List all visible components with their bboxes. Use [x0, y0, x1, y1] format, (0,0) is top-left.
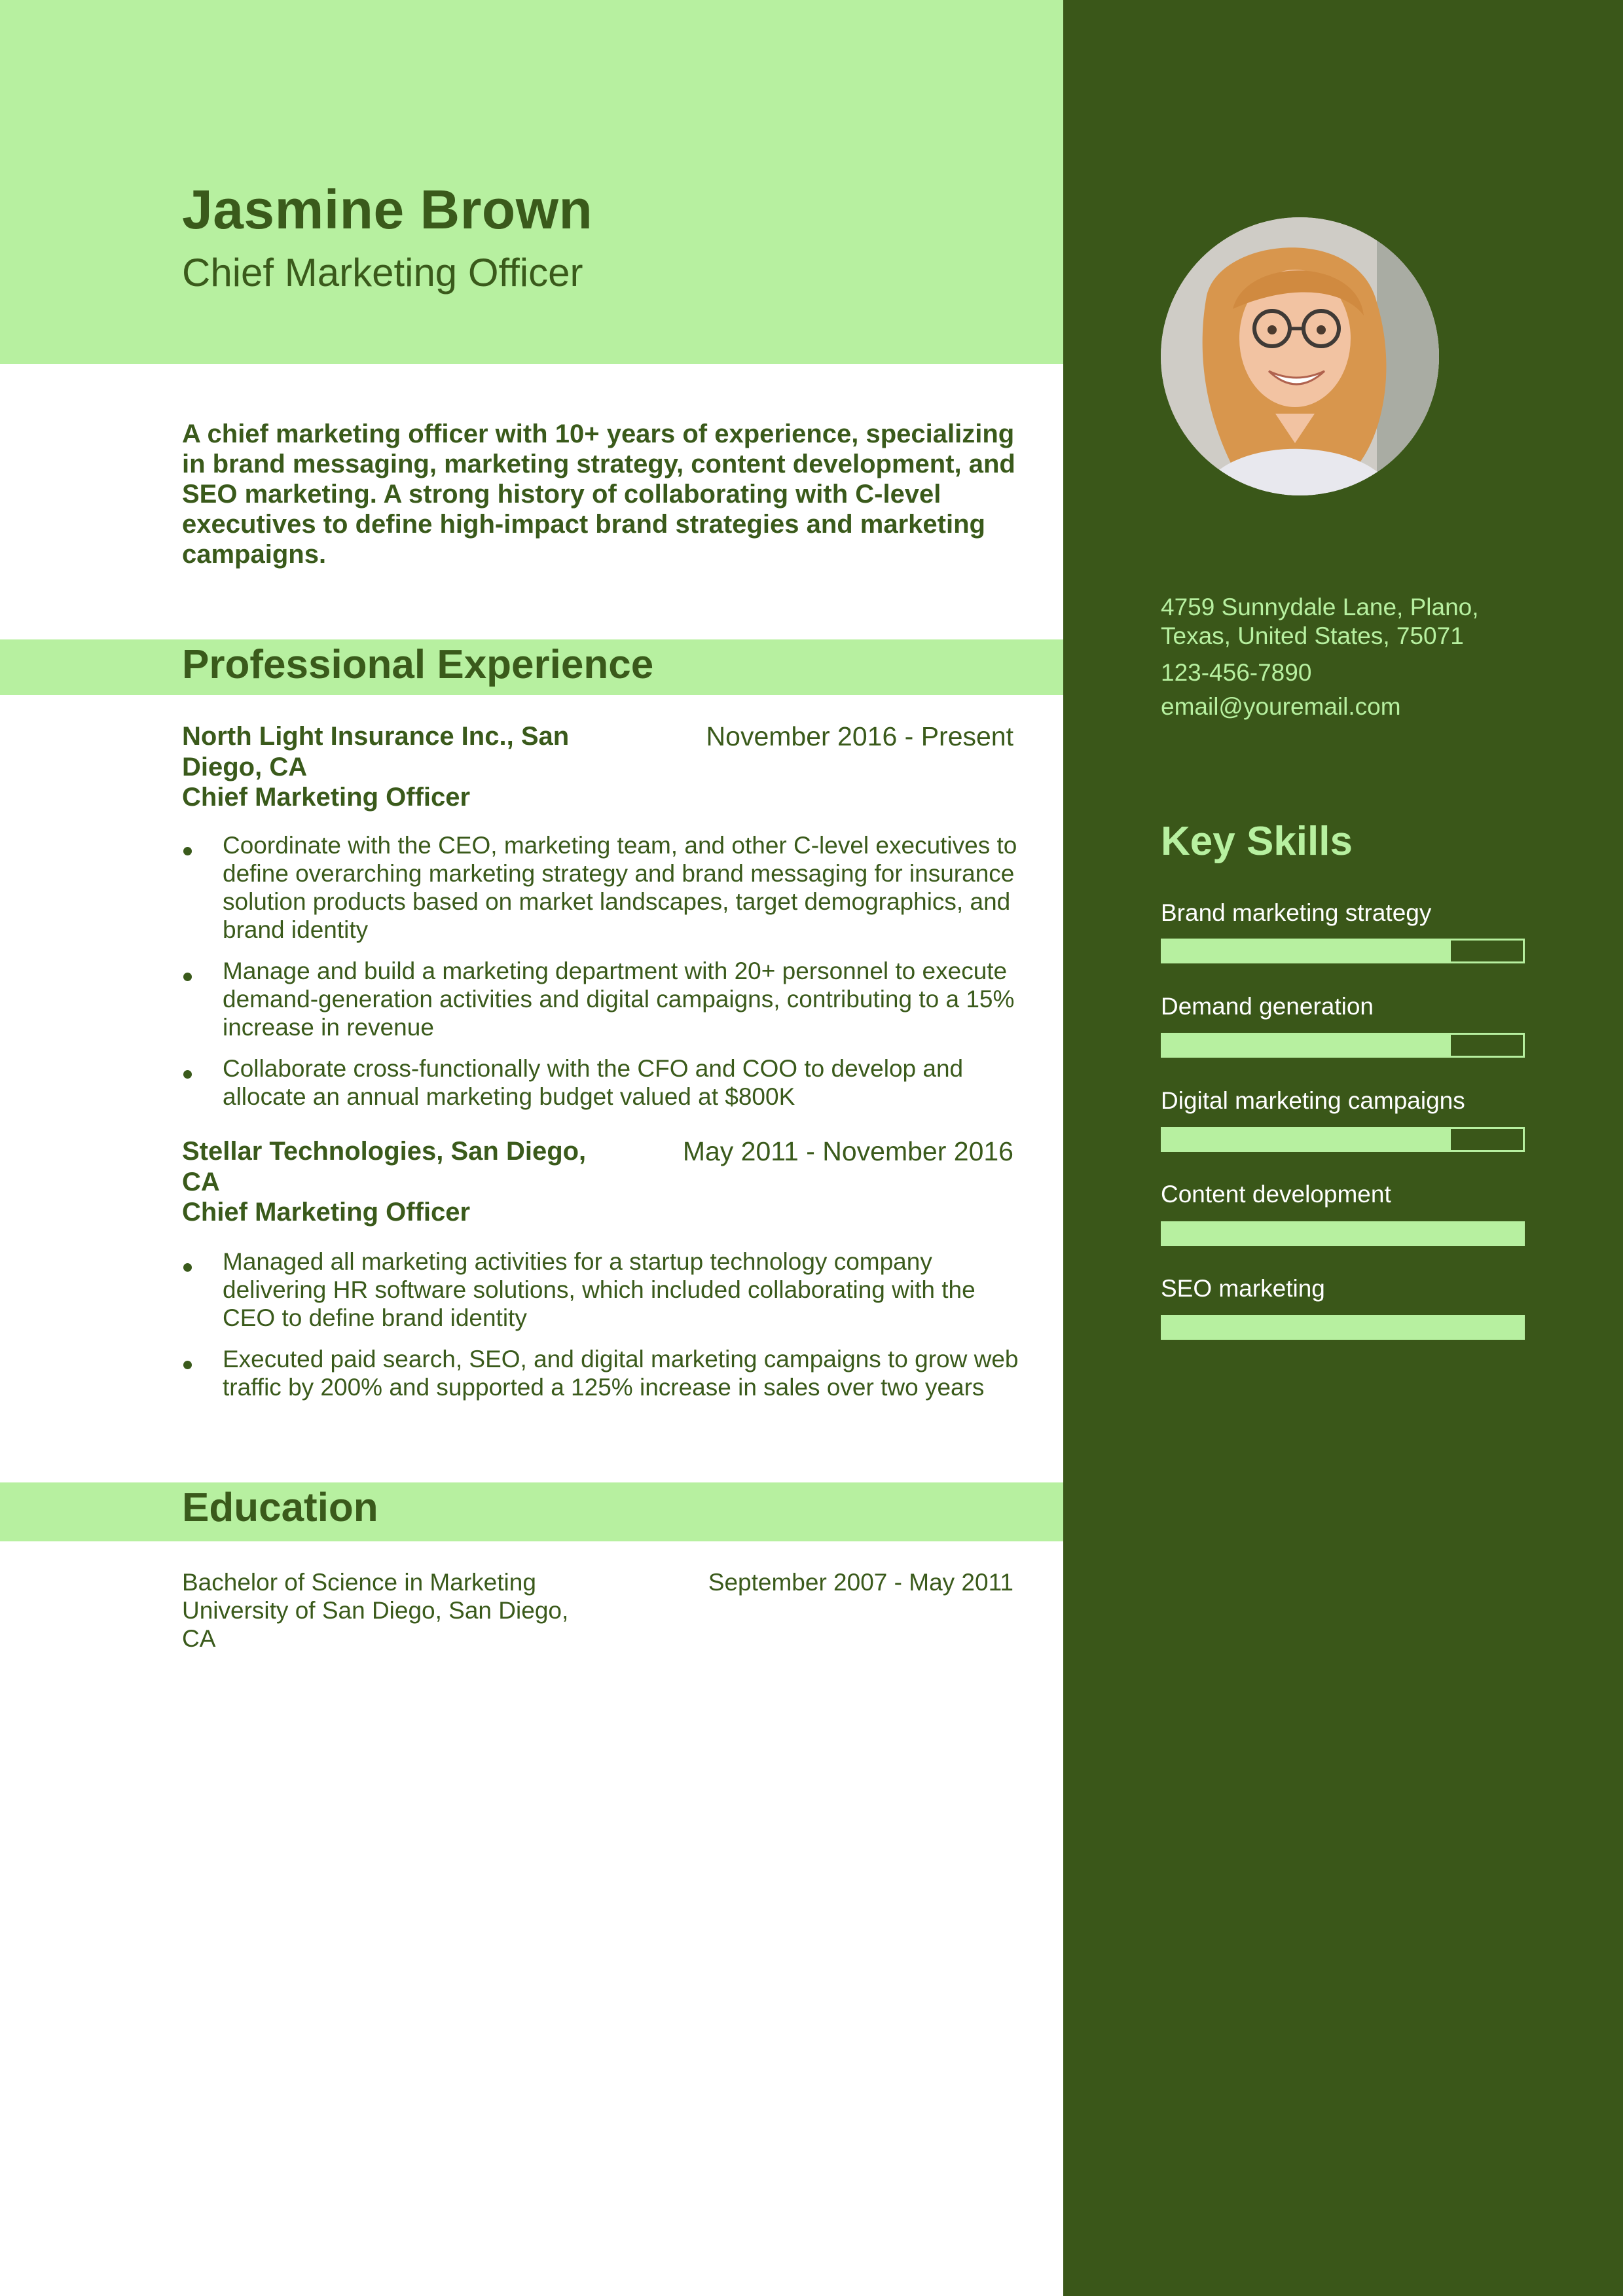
list-item [182, 1345, 1033, 1401]
bullet-icon [183, 847, 192, 855]
skill-label: Demand generation [1161, 993, 1374, 1020]
skill-level-fill [1163, 1317, 1523, 1338]
skill-label: SEO marketing [1161, 1275, 1325, 1302]
education-school: University of San Diego, San Diego, CA [182, 1597, 569, 1652]
list-item [182, 831, 1033, 944]
experience-heading: Professional Experience [182, 642, 654, 687]
skill-level-bar [1161, 1033, 1525, 1058]
bullet-icon [183, 1070, 192, 1079]
skill-level-fill [1163, 941, 1451, 961]
skill-level-fill [1163, 1129, 1451, 1150]
job-title: Chief Marketing Officer [182, 251, 583, 295]
profile-photo [1161, 217, 1439, 495]
bullet-icon [183, 1263, 192, 1272]
bullet-text: Executed paid search, SEO, and digital marketing campaigns to grow web traffic by 200% and supported a 125% increase in sales over two years [223, 1346, 1019, 1401]
list-item [182, 957, 1033, 1041]
job-2-company: Stellar Technologies, San Diego, CA [182, 1137, 587, 1196]
contact-email: email@youremail.com [1161, 693, 1401, 720]
education-degree: Bachelor of Science in Marketing [182, 1569, 536, 1596]
bullet-text: Managed all marketing activities for a startup technology company delivering HR software solutions, which included collaborating with the CEO to define brand identity [223, 1248, 976, 1331]
bullet-icon [183, 973, 192, 981]
skills-heading: Key Skills [1161, 819, 1353, 864]
job-1-dates: November 2016 - Present [706, 721, 1013, 751]
skill-level-bar [1161, 1315, 1525, 1340]
list-item [182, 1054, 1033, 1111]
bullet-icon [183, 1361, 192, 1369]
contact-phone: 123-456-7890 [1161, 659, 1312, 686]
job-2-dates: May 2011 - November 2016 [682, 1136, 1013, 1166]
skill-level-bar [1161, 939, 1525, 963]
skill-label: Digital marketing campaigns [1161, 1087, 1465, 1114]
education-heading-band [0, 1482, 1063, 1541]
list-item [182, 1247, 1033, 1332]
job-1-role: Chief Marketing Officer [182, 783, 471, 812]
job-2-bullets [182, 1247, 1033, 1414]
skill-level-fill [1163, 1223, 1523, 1244]
skill-level-fill [1163, 1035, 1451, 1056]
bullet-text: Coordinate with the CEO, marketing team, and other C-level executives to define overarching marketing strategy and brand messaging for insurance solution products based on market landscapes, target demographics, and brand identity [223, 832, 1017, 943]
job-2-role: Chief Marketing Officer [182, 1198, 471, 1227]
education-heading: Education [182, 1485, 378, 1530]
contact-address: 4759 Sunnydale Lane, Plano, Texas, United States, 75071 [1161, 594, 1479, 649]
job-1-company: North Light Insurance Inc., San Diego, CA [182, 722, 570, 781]
skill-label: Content development [1161, 1181, 1391, 1208]
job-1-bullets [182, 831, 1033, 1124]
bullet-text: Manage and build a marketing department with 20+ personnel to execute demand-generation activities and digital campaigns, contributing to a 15% increase in revenue [223, 958, 1015, 1041]
education-dates: September 2007 - May 2011 [708, 1569, 1013, 1596]
portrait-image [1161, 217, 1439, 495]
skill-level-bar [1161, 1221, 1525, 1246]
bullet-text: Collaborate cross-functionally with the CFO and COO to develop and allocate an annual marketing budget valued at $800K [223, 1055, 964, 1110]
candidate-name: Jasmine Brown [182, 179, 593, 240]
summary-paragraph: A chief marketing officer with 10+ years of experience, specializing in brand messaging, marketing strategy, content development, and SEO marketing. A strong history of collaborating with C-level executives to define high-impact brand strategies and marketing campaigns. [182, 420, 1015, 569]
skill-label: Brand marketing strategy [1161, 899, 1432, 926]
skill-level-bar [1161, 1127, 1525, 1152]
